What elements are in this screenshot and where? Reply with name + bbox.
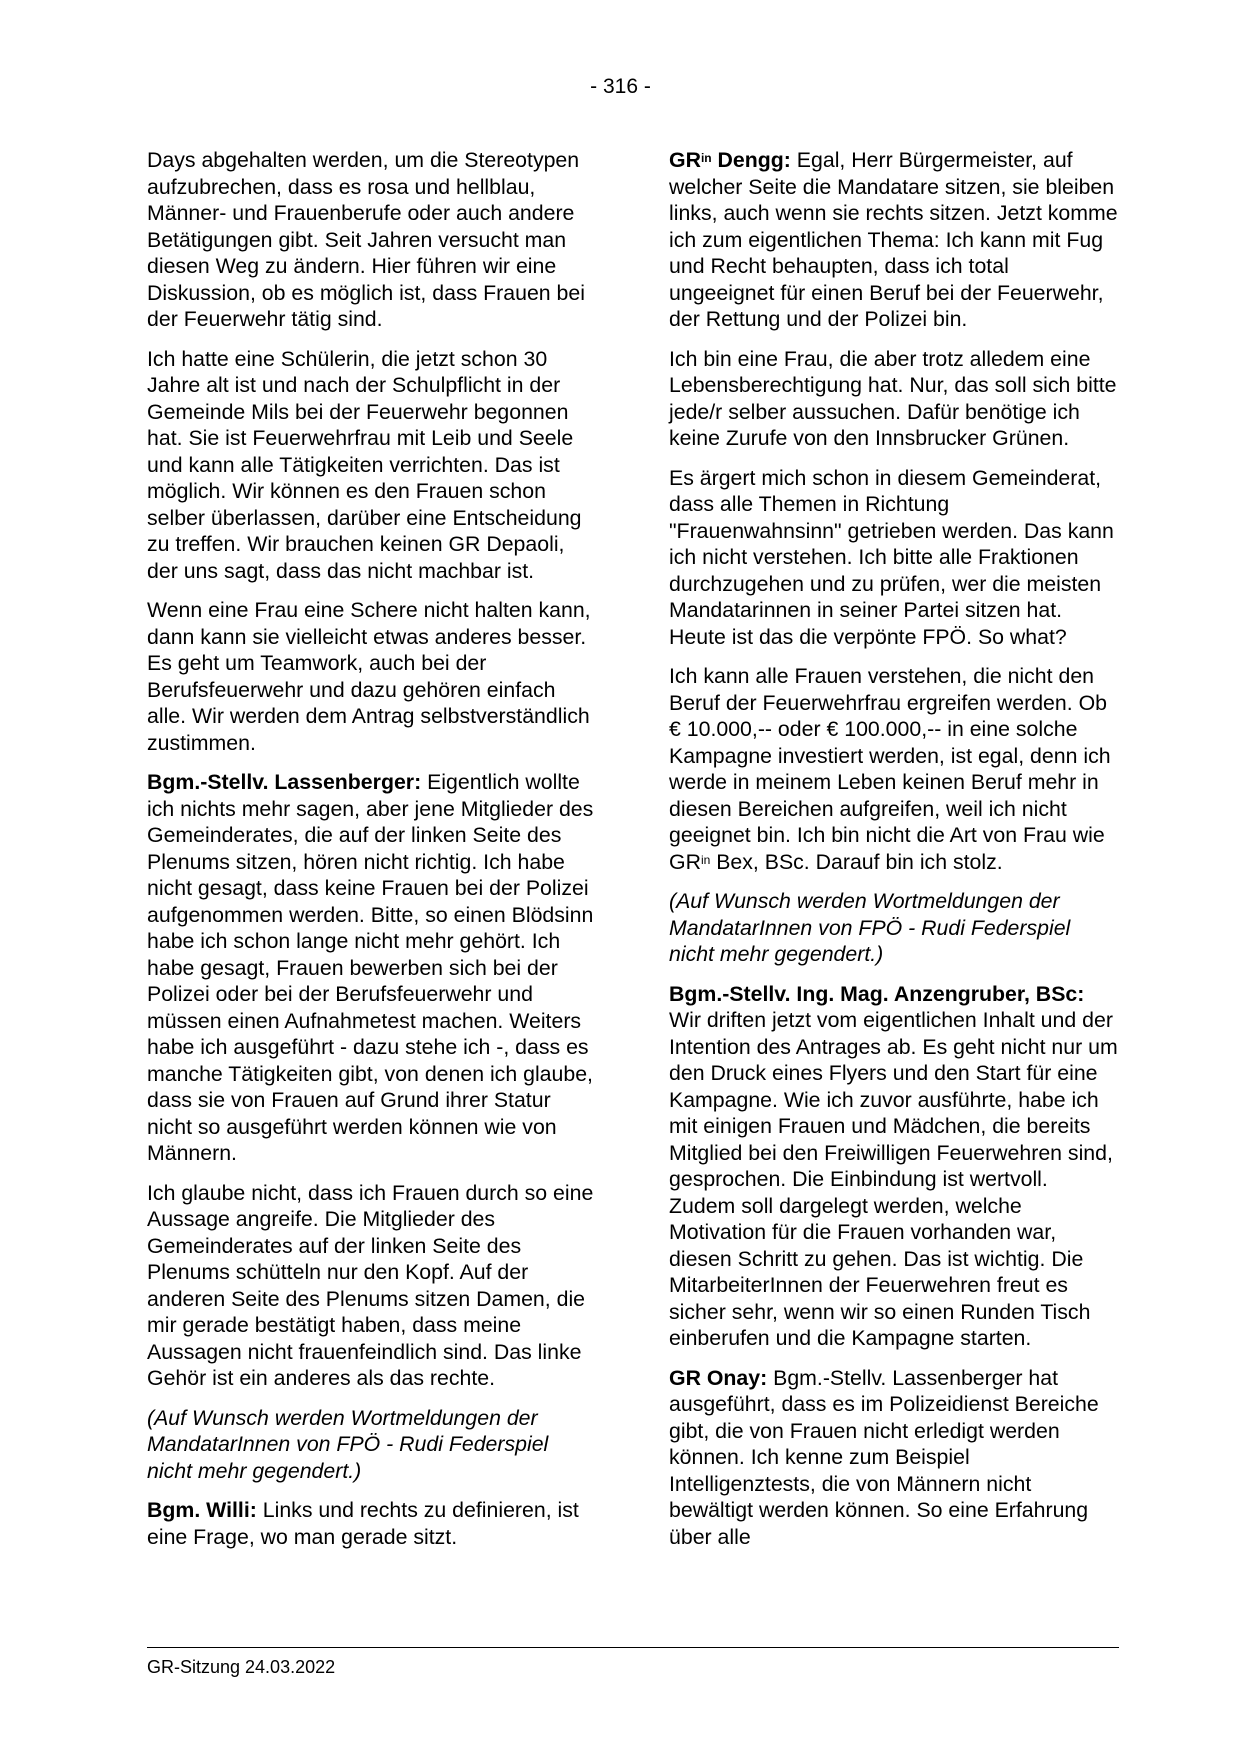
speech-text: Bgm.-Stellv. Lassenberger hat ausgeführt, dass es im Polizeidienst Bereiche gibt, die von Frauen nicht erledigt werden können. Ich kenne zum Beispiel Intelligenztests, die von Männern nicht bewältigt werden können. So eine Erfahrung über alle <box>669 1365 1099 1549</box>
paragraph: Ich glaube nicht, dass ich Frauen durch so eine Aussage angreife. Die Mitglieder des Gemeinderates auf der linken Seite des Plenums schütteln nur den Kopf. Auf der anderen Seite des Plenums sitzen Damen, die mir gerade bestätigt haben, dass meine Aussagen nicht frauenfeindlich sind. Das linke Gehör ist ein anderes als das rechte. <box>147 1180 594 1390</box>
speaker-name: Bgm.-Stellv. Lassenberger: <box>147 770 422 794</box>
speech-paragraph <box>669 1365 1119 1551</box>
speaker-title: GR <box>669 148 701 172</box>
superscript: in <box>700 852 711 867</box>
text-segment: Ich kann alle Frauen verstehen, die nicht den Beruf der Feuerwehrfrau ergreifen werden. Ob € 10.000,-- oder € 100.000,-- in eine solche Kampagne investiert werden, ist egal, denn ich werde in meinem Leben keinen Beruf mehr in diesen Bereichen aufgreifen, weil ich nicht geeignet bin. Ich bin nicht die Art von Frau wie GR <box>669 664 1111 874</box>
paragraph: Ich bin eine Frau, die aber trotz alledem eine Lebensberechtigung hat. Nur, das soll sich bitte jede/r selber aussuchen. Dafür benötige ich keine Zurufe von den Innsbrucker Grünen. <box>669 346 1117 450</box>
footer-divider <box>147 1647 1119 1648</box>
speaker-name <box>669 148 791 172</box>
speaker-name: Bgm. Willi: <box>147 1498 257 1522</box>
footer-session-date: GR-Sitzung 24.03.2022 <box>147 1657 336 1677</box>
speaker-name: Bgm.-Stellv. Ing. Mag. Anzengruber, BSc: <box>669 981 1085 1006</box>
text-segment: Bex, BSc. Darauf bin ich stolz. <box>710 849 1003 874</box>
right-column <box>669 147 1119 1563</box>
speech-text: Egal, Herr Bürgermeister, auf welcher Seite die Mandatare sitzen, sie bleiben links, auch wenn sie rechts sitzen. Jetzt komme ich zum eigentlichen Thema: Ich kann mit Fug und Recht behaupten, dass ich total ungeeignet für einen Beruf bei der Feuerwehr, der Rettung und der Polizei bin. <box>669 148 1118 331</box>
paragraph: Es ärgert mich schon in diesem Gemeinderat, dass alle Themen in Richtung "Frauenwahnsinn" getrieben werden. Das kann ich nicht verstehen. Ich bitte alle Fraktionen durchzugehen und zu prüfen, wer die meisten Mandatarinnen in seiner Partei sitzen hat. Heute ist das die verpönte FPÖ. So what? <box>669 465 1114 649</box>
speech-paragraph <box>147 769 597 1167</box>
speech-text: Links und rechts zu definieren, ist eine Frage, wo man gerade sitzt. <box>147 1498 579 1549</box>
speaker-name: GR Onay: <box>669 1365 768 1390</box>
superscript: in <box>700 151 712 165</box>
paragraph: Wenn eine Frau eine Schere nicht halten kann, dann kann sie vielleicht etwas anderes besser. Es geht um Teamwork, auch bei der Berufsfeuerwehr und dazu gehören einfach alle. Wir werden dem Antrag selbstverständlich zustimmen. <box>147 598 591 755</box>
paragraph: Days abgehalten werden, um die Stereotypen aufzubrechen, dass es rosa und hellblau, Männer- und Frauenberufe oder auch andere Betätigungen gibt. Seit Jahren versucht man diesen Weg zu ändern. Hier führen wir eine Diskussion, ob es möglich ist, dass Frauen bei der Feuerwehr tätig sind. <box>147 148 585 331</box>
paragraph: Ich hatte eine Schülerin, die jetzt schon 30 Jahre alt ist und nach der Schulpflicht in der Gemeinde Mils bei der Feuerwehr begonnen hat. Sie ist Feuerwehrfrau mit Leib und Seele und kann alle Tätigkeiten verrichten. Das ist möglich. Wir können es den Frauen schon selber überlassen, darüber eine Entscheidung zu treffen. Wir brauchen keinen GR Depaoli, der uns sagt, dass das nicht machbar ist. <box>147 346 582 583</box>
speaker-surname: Dengg: <box>711 148 791 172</box>
page-number: - 316 - <box>590 75 651 98</box>
left-column <box>147 147 597 1563</box>
speech-paragraph <box>669 147 1119 333</box>
paragraph <box>669 663 1119 875</box>
speech-text: Wir driften jetzt vom eigentlichen Inhalt und der Intention des Antrages ab. Es geht nicht nur um den Druck eines Flyers und den Start für eine Kampagne. Wie ich zuvor ausführte, habe ich mit einigen Frauen und Mädchen, die bereits Mitglied bei den Freiwilligen Feuerwehren sind, gesprochen. Die Einbindung ist wertvoll. Zudem soll dargelegt werden, welche Motivation für die Frauen vorhanden war, diesen Schritt zu gehen. Das ist wichtig. Die MitarbeiterInnen der Feuerwehren freut es sicher sehr, wenn wir so einen Runden Tisch einberufen und die Kampagne starten. <box>669 1008 1118 1350</box>
speech-paragraph <box>147 1497 597 1550</box>
editorial-remark: (Auf Wunsch werden Wortmeldungen der MandatarInnen von FPÖ - Rudi Federspiel nicht mehr gegendert.) <box>669 889 1071 966</box>
speech-text: Eigentlich wollte ich nichts mehr sagen, aber jene Mitglieder des Gemeinderates, die auf der linken Seite des Plenums sitzen, hören nicht richtig. Ich habe nicht gesagt, dass keine Frauen bei der Polizei aufgenommen werden. Bitte, so einen Blödsinn habe ich schon lange nicht mehr gehört. Ich habe gesagt, Frauen bewerben sich bei der Polizei oder bei der Berufsfeuerwehr und müssen einen Aufnahmetest machen. Weiters habe ich ausgeführt - dazu stehe ich -, dass es manche Tätigkeiten gibt, von denen ich glaube, dass sie von Frauen auf Grund ihrer Statur nicht so ausgeführt werden können wie von Männern. <box>147 770 594 1165</box>
speech-paragraph <box>669 981 1119 1352</box>
editorial-remark: (Auf Wunsch werden Wortmeldungen der MandatarInnen von FPÖ - Rudi Federspiel nicht mehr gegendert.) <box>147 1405 549 1483</box>
